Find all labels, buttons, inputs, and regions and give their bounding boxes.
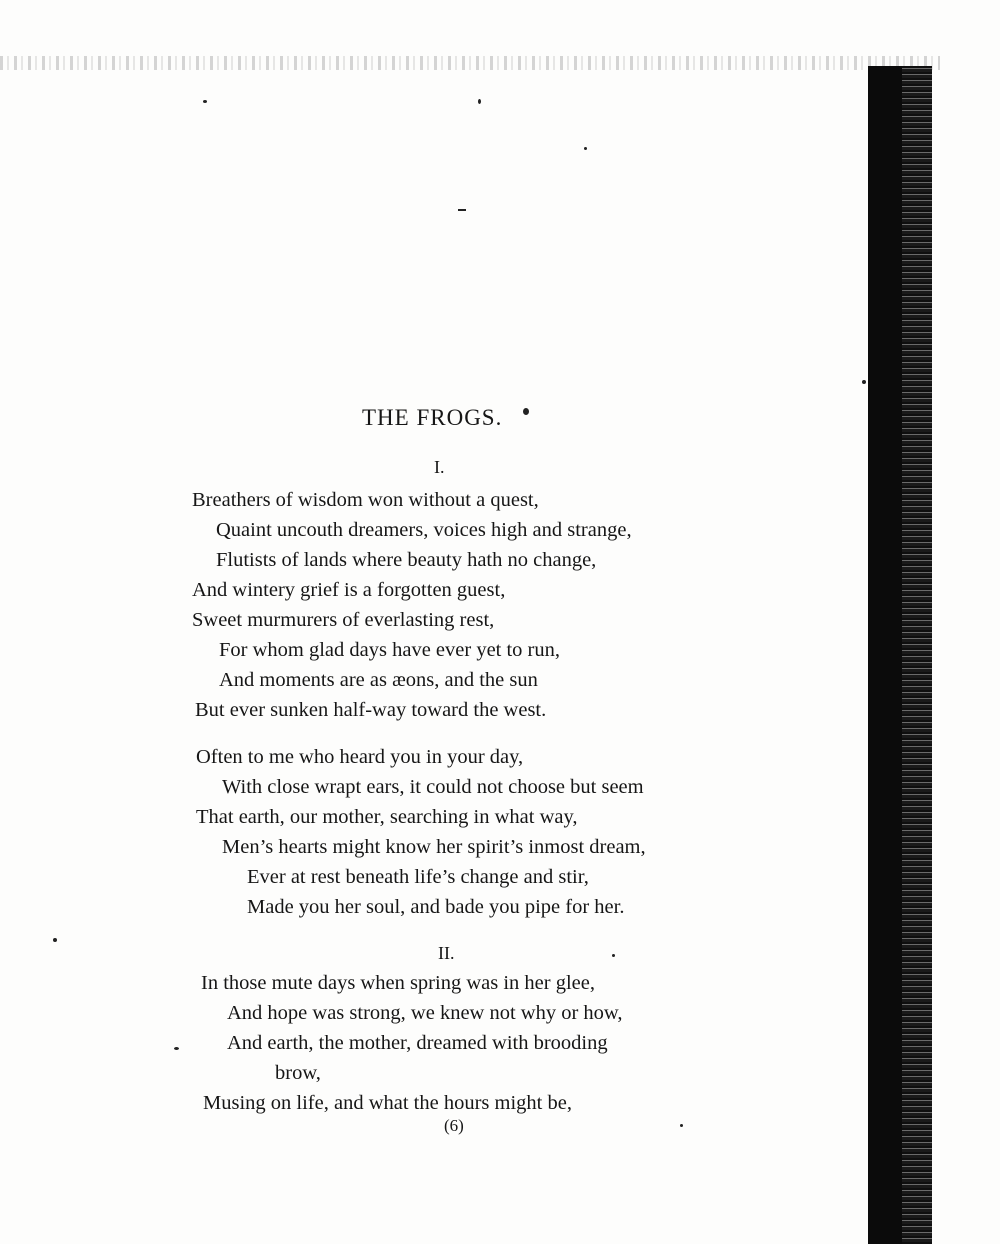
- scan-speck: [53, 938, 57, 942]
- poem-line: Often to me who heard you in your day,: [196, 746, 524, 768]
- poem-line: brow,: [275, 1062, 321, 1084]
- poem-line: That earth, our mother, searching in what way,: [196, 806, 578, 828]
- scan-speck: [458, 209, 466, 211]
- scan-speck: [612, 954, 615, 957]
- poem-title: THE FROGS.: [362, 405, 503, 430]
- poem-line: And hope was strong, we knew not why or how,: [227, 1002, 623, 1024]
- scan-speck: [862, 380, 866, 384]
- page-number: (6): [444, 1116, 464, 1135]
- poem-line: Flutists of lands where beauty hath no change,: [216, 549, 597, 571]
- scan-speck: [478, 99, 481, 104]
- poem-line: Ever at rest beneath life’s change and stir,: [247, 866, 589, 888]
- poem-line: And wintery grief is a forgotten guest,: [192, 579, 506, 601]
- poem-line: In those mute days when spring was in her glee,: [201, 972, 595, 994]
- poem-line: And earth, the mother, dreamed with brooding: [227, 1032, 608, 1054]
- book-spine-edge: [902, 66, 932, 1244]
- scan-speck: [523, 408, 529, 415]
- page-top-edge: [0, 56, 940, 70]
- poem-line: Men’s hearts might know her spirit’s inmost dream,: [222, 836, 646, 858]
- poem-line: Musing on life, and what the hours might be,: [203, 1092, 572, 1114]
- section-numeral: II.: [438, 943, 455, 963]
- poem-line: For whom glad days have ever yet to run,: [219, 639, 561, 661]
- scan-speck: [584, 147, 587, 150]
- book-spine-shadow: [868, 66, 902, 1244]
- section-numeral: I.: [434, 457, 445, 477]
- scan-speck: [174, 1047, 179, 1050]
- poem-line: And moments are as æons, and the sun: [219, 669, 538, 691]
- scan-speck: [203, 100, 207, 103]
- poem-line: Made you her soul, and bade you pipe for her.: [247, 896, 625, 918]
- poem-line: Quaint uncouth dreamers, voices high and strange,: [216, 519, 632, 541]
- poem-line: But ever sunken half-way toward the west.: [195, 699, 547, 721]
- poem-line: Sweet murmurers of everlasting rest,: [192, 609, 495, 631]
- scan-speck: [680, 1124, 683, 1127]
- poem-line: Breathers of wisdom won without a quest,: [192, 489, 539, 511]
- poem-line: With close wrapt ears, it could not choose but seem: [222, 776, 644, 798]
